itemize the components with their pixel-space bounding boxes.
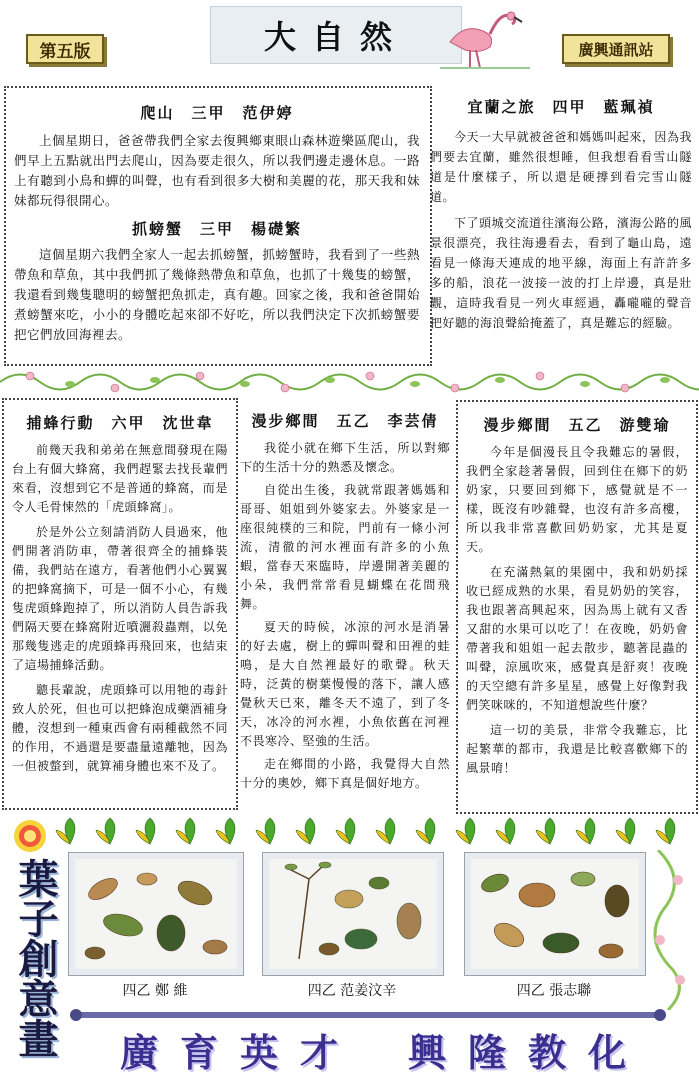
leaf-art-image [269, 859, 437, 969]
artwork-caption: 四乙 鄭 維 [122, 983, 188, 999]
article-paragraph: 我從小就在鄉下生活，所以對鄉下的生活十分的熟悉及懷念。 [240, 441, 450, 474]
page-title-text: 大自然 [263, 18, 408, 56]
article-paragraph: 在充滿熱氣的果園中，我和奶奶採收已經成熟的水果，看見奶奶的笑容，我也跟著高興起來，因為馬上就有又香又甜的水果可以吃了！在夜晚，奶奶會帶著我和姐姐一起去散步，聽著昆蟲的叫聲，涼風吹來，感覺真是舒爽！夜晚的天空總有許多星星，感覺上好像對我們笑咪咪的，不知道想說些什麼？ [466, 565, 688, 712]
motto-left-text: 廣育英才 [120, 1030, 361, 1075]
article-paragraph: 於是外公立刻請消防人員過來，他們開著消防車，帶著很齊全的捕蜂裝備，我們站在遠方，看著他們小心翼翼的把蜂窩摘下，可是一個不小心，有幾隻虎頭蜂跑掉了，所以消防人員告訴我們隔天要在蜂窩附近噴灑殺蟲劑，以免那幾隻逃走的虎頭蜂再飛回來，也結束了這場捕蜂活動。 [12, 525, 228, 672]
article-title: 捕蜂行動 六甲 沈世韋 [26, 414, 214, 432]
motto-right-text: 興隆教化 [408, 1030, 649, 1075]
article-title: 漫步鄉間 五乙 李芸倩 [251, 412, 439, 430]
artwork-caption: 四乙 張志聯 [516, 983, 592, 999]
flamingo-illustration [440, 2, 530, 72]
article-title: 爬山 三甲 范伊婷 [140, 104, 294, 122]
flower-icons [14, 820, 46, 852]
artwork-caption: 四乙 范姜汶辛 [307, 983, 397, 999]
article-paragraph: 下了頭城交流道往濱海公路，濱海公路的風景很漂亮，我往海邊看去，看到了龜山島，遠看見一條海天連成的地平線，海面上有許許多多的船，浪花一波接一波的打上岸邊，真是壯觀，這時我看見一列火車經過，轟嚨嚨的聲音把好聽的海浪聲給掩蓋了，真是難忘的經驗。 [430, 216, 692, 330]
footer-scroll-bar [68, 1008, 668, 1022]
leaf-art-image [471, 859, 639, 969]
gallery-title [8, 858, 62, 1058]
ribbon-decoration [648, 850, 698, 1010]
motto-left [120, 1022, 360, 1077]
article-paragraph: 上個星期日，爸爸帶我們全家去復興鄉東眼山森林遊樂區爬山，我們早上五點就出門去爬山，因為要走很久，所以我們邊走邊休息。一路上有聽到小鳥和蟬的叫聲，也有看到很多大樹和美麗的花，那天我和妹妹都玩得很開心。 [14, 133, 420, 208]
article-paragraph: 今年是個漫長且令我難忘的暑假，我們全家趁著暑假，回到住在鄉下的奶奶家，只要回到鄉下，感覺就是不一樣，既沒有吵雜聲，也沒有許多高樓，所以我非常喜歡回奶奶家，尤其是夏天。 [466, 445, 688, 554]
article-title: 宜蘭之旅 四甲 藍珮禎 [467, 98, 655, 116]
article-paragraph: 聽長輩說，虎頭蜂可以用牠的毒針致人於死，但也可以把蜂泡成藥酒補身體，沒想到一種東西會有兩種截然不同的作用，不過還是要盡量遠離牠，因為一但被螫到，就算補身體也來不及了。 [12, 683, 228, 773]
motto-right [408, 1022, 648, 1077]
leaf-art-image [75, 859, 237, 969]
article-countryside-walk-2 [466, 414, 688, 778]
article-title: 漫步鄉間 五乙 游雙瑜 [483, 416, 671, 434]
article-paragraph: 夏天的時候，冰涼的河水是消暑的好去處，樹上的蟬叫聲和田裡的蛙鳴，是大自然裡最好的歌聲。秋天時，泛黃的樹葉慢慢的落下，讓人感覺秋天已來，離冬天不遠了，到了冬天，冰冷的河水裡，小魚依舊在河裡不畏寒冷、堅強的生活。 [240, 620, 450, 748]
page-title [210, 6, 462, 64]
article-paragraph: 前幾天我和弟弟在無意間發現在陽台上有個大蜂窩，我們趕緊去找長輩們來看，沒想到它不是普通的蜂窩，而是令人毛骨悚然的「虎頭蜂窩」。 [12, 443, 228, 514]
article-hiking [14, 102, 420, 211]
article-box-countryside-walk-2 [456, 400, 698, 814]
article-box-top-left [4, 86, 432, 366]
edition-badge [26, 34, 104, 64]
paper-name-label: 廣興通訊站 [578, 40, 654, 59]
article-paragraph: 走在鄉間的小路，我覺得大自然十分的奧妙，鄉下真是個好地方。 [240, 757, 450, 790]
paper-name-badge [562, 34, 670, 64]
article-countryside-walk-1 [240, 410, 450, 793]
article-paragraph: 今天一大早就被爸爸和媽媽叫起來，因為我們要去宜蘭，雖然很想睡，但我想看看雪山隧道是什麼樣子，所以還是硬撐到看完雪山隧道。 [430, 130, 692, 204]
vine-divider [0, 362, 699, 402]
leaf-artwork-1 [68, 852, 244, 976]
article-paragraph: 這一切的美景，非常令我難忘，比起繁華的都市，我還是比較喜歡鄉下的風景唷！ [466, 723, 688, 775]
article-paragraph: 自從出生後，我就常跟著媽媽和哥哥、姐姐到外婆家去。外婆家是一座很純樸的三和院，門前有一條小河流，清徹的河水裡面有許多的小魚蝦，當春天來臨時，岸邊開著美麗的小朵，我們常常看見蝴蝶在花間飛舞。 [240, 483, 450, 611]
article-yilan-trip [430, 96, 692, 333]
article-bee-catching [12, 412, 228, 776]
flower-border [0, 814, 699, 854]
article-crab-catching [14, 218, 420, 345]
leaf-artwork-3 [464, 852, 646, 976]
gallery-title-text: 葉子創意畫 [12, 858, 59, 1058]
article-paragraph: 這個星期六我們全家人一起去抓螃蟹，抓螃蟹時，我看到了一些熱帶魚和草魚，其中我們抓了幾條熱帶魚和草魚，也抓了十幾隻的螃蟹，我還看到幾隻聰明的螃蟹把魚抓走，真有趣。回家之後，我和爸爸開始煮螃蟹來吃，小小的身體吃起來卻不好吃，所以我們決定下次抓螃蟹要把它們放回海裡去。 [14, 247, 420, 342]
article-title: 抓螃蟹 三甲 楊礎繁 [131, 220, 302, 238]
article-box-bee-catching [2, 398, 238, 810]
leaf-artwork-2 [262, 852, 444, 976]
edition-label: 第五版 [39, 41, 91, 62]
